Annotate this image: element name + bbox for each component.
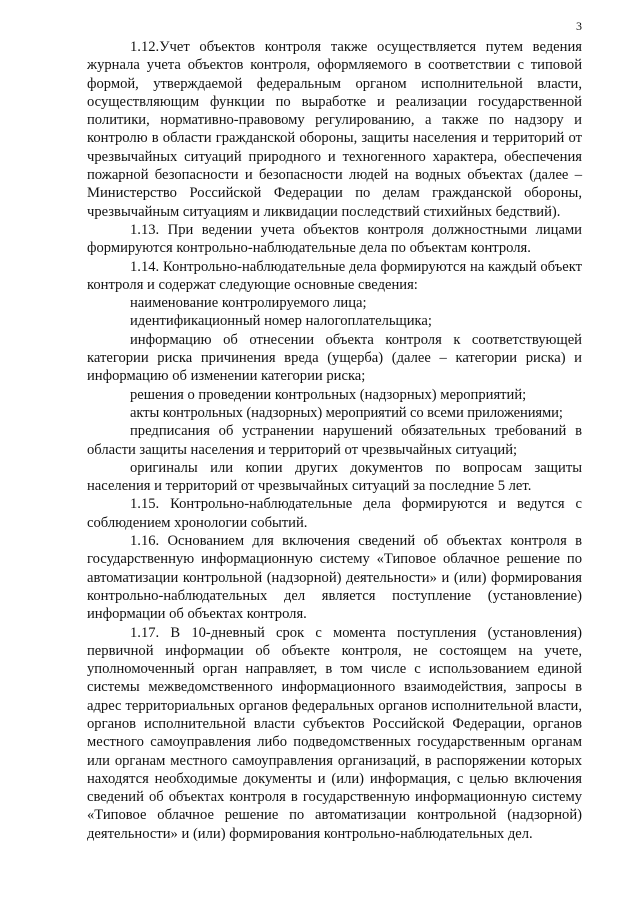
page-number: 3 <box>576 19 582 33</box>
list-item-other-documents: оригиналы или копии других документов по вопросам защиты населения и территорий от чрезвычайных ситуаций за последние 5 лет. <box>87 459 582 495</box>
list-item-orders: предписания об устранении нарушений обязательных требований в области защиты населения и территорий от чрезвычайных ситуаций; <box>87 423 582 458</box>
list-item-risk-category: информацию об отнесении объекта контроля к соответствующей категории риска причинения вреда (ущерба) (далее – категории риска) и информацию об изменении категории риска; <box>87 331 582 385</box>
paragraph-1-16: 1.16. Основанием для включения сведений об объектах контроля в государственную информационную систему «Типовое облачное решение по автоматизации контрольной (надзорной) деятельности» и (или) формирования контрольно-наблюдательных дел является поступление (установление) информации об объектах контроля. <box>87 533 582 623</box>
paragraph-1-15: 1.15. Контрольно-наблюдательные дела формируются и ведутся с соблюдением хронологии событий. <box>87 496 582 531</box>
document-body <box>87 38 582 843</box>
list-item-controlled-person-name: наименование контролируемого лица; <box>130 295 367 312</box>
paragraph-1-12: 1.12.Учет объектов контроля также осуществляется путем ведения журнала учета объектов контроля, оформляемого в соответствии с типовой формой, утверждаемой федеральным органом исполнительной власти, осуществляющим функции по выработке и реализации государственной политики, нормативно-правовому регулированию, а также по надзору и контролю в области гражданской обороны, защиты населения и территорий от чрезвычайных ситуаций природного и техногенного характера, обеспечения пожарной безопасности и безопасности людей на водных объектах (далее – Министерство Российской Федерации по делам гражданской обороны, чрезвычайным ситуациям и ликвидации последствий стихийных бедствий). <box>87 39 582 220</box>
list-item-inspection-acts: акты контрольных (надзорных) мероприятий со всеми приложениями; <box>130 404 563 421</box>
list-item-inspection-decisions: решения о проведении контрольных (надзорных) мероприятий; <box>130 386 527 403</box>
list-item-taxpayer-id: идентификационный номер налогоплательщика; <box>130 313 432 330</box>
paragraph-1-17: 1.17. В 10-дневный срок с момента поступления (установления) первичной информации об объекте контроля, не состоящем на учете, уполномоченный орган направляет, в том числе с использованием единой системы межведомственного информационного взаимодействия, запросы в адрес территориальных органов федеральных органов исполнительной власти, органов исполнительной власти субъектов Российской Федерации, органов местного самоуправления либо подведомственных государственным органам или органам местного самоуправления организаций, в распоряжении которых находятся необходимые документы и (или) информация, с целью включения сведений об объектах контроля в государственную информационную систему «Типовое облачное решение по автоматизации контрольной (надзорной) деятельности» и (или) формирования контрольно-наблюдательных дел. <box>87 624 582 842</box>
paragraph-1-14: 1.14. Контрольно-наблюдательные дела формируются на каждый объект контроля и содержат следующие основные сведения: <box>87 258 582 293</box>
paragraph-1-13: 1.13. При ведении учета объектов контроля должностными лицами формируются контрольно-наблюдательные дела по объектам контроля. <box>87 221 582 257</box>
